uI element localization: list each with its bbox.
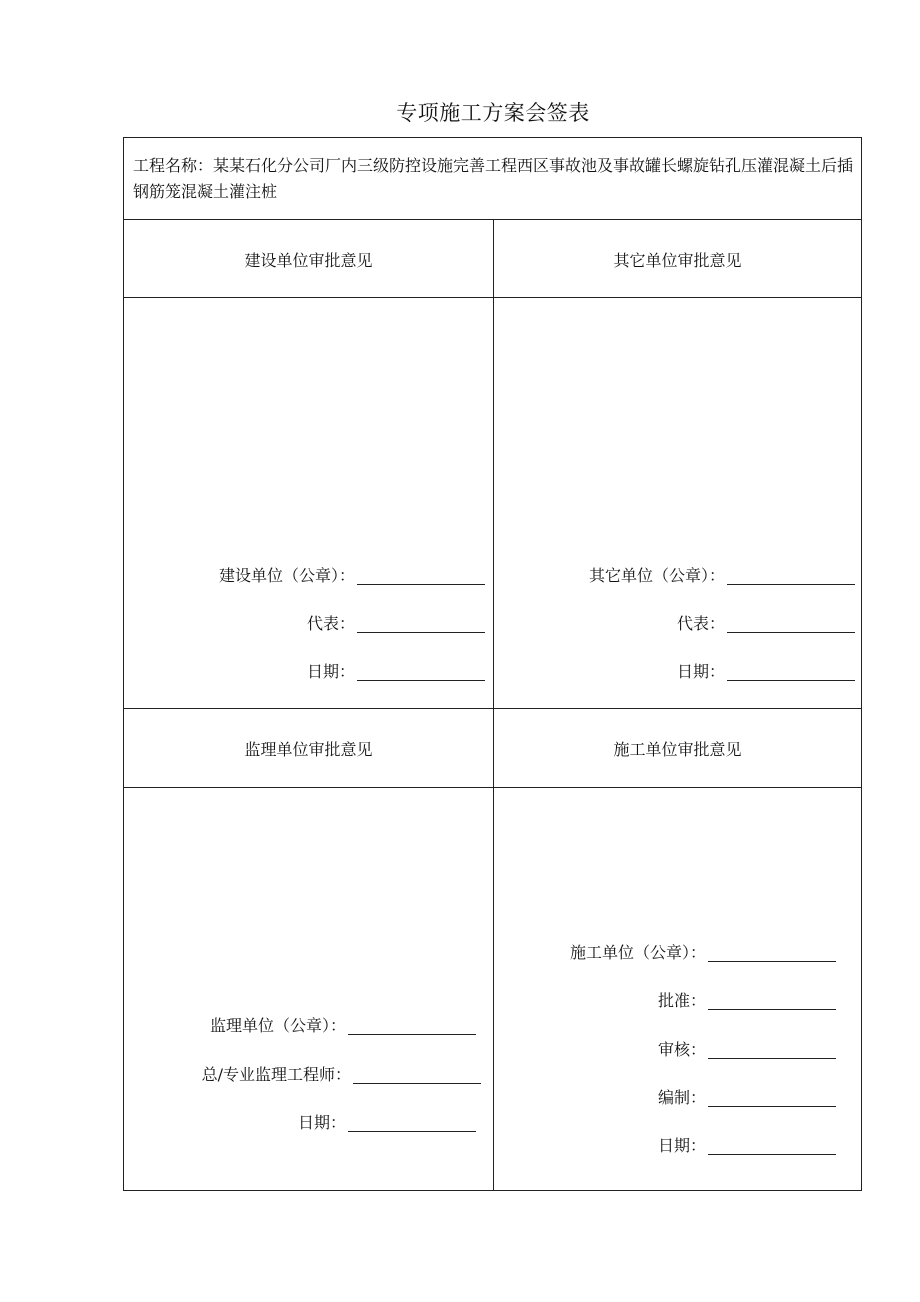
field-label: 日期： <box>676 662 725 681</box>
supervision-seal-field[interactable] <box>124 1015 476 1037</box>
signature-line[interactable] <box>357 632 485 633</box>
field-label: 编制： <box>657 1088 706 1107</box>
contractor-heading: 施工单位审批意见 <box>613 740 742 759</box>
page-title: 专项施工方案会签表 <box>396 101 590 125</box>
field-label: 审核： <box>657 1040 706 1059</box>
owner-representative-field[interactable] <box>124 613 485 635</box>
supervision-date-field[interactable] <box>124 1112 476 1134</box>
contractor-seal-field[interactable] <box>493 942 836 964</box>
project-label: 工程名称： <box>133 156 214 175</box>
signature-line[interactable] <box>708 961 836 962</box>
signature-line[interactable] <box>357 584 485 585</box>
contractor-review-field[interactable] <box>493 1039 836 1061</box>
field-label: 日期： <box>657 1136 706 1155</box>
field-label: 建设单位（公章）： <box>218 566 355 585</box>
signature-line[interactable] <box>708 1058 836 1059</box>
project-name-row <box>133 153 858 205</box>
field-label: 施工单位（公章）： <box>569 943 706 962</box>
signature-line[interactable] <box>727 584 855 585</box>
signature-line[interactable] <box>708 1106 836 1107</box>
field-label: 其它单位（公章）： <box>588 566 725 585</box>
project-name: 某某石化分公司厂内三级防控设施完善工程西区事故池及事故罐长螺旋钻孔压灌混凝土后插钢筋笼混凝土灌注桩 <box>133 156 854 201</box>
contractor-prepared-field[interactable] <box>493 1087 836 1109</box>
signature-line[interactable] <box>348 1034 476 1035</box>
signature-line[interactable] <box>727 632 855 633</box>
signature-line[interactable] <box>357 680 485 681</box>
field-label: 总/专业监理工程师： <box>201 1065 351 1084</box>
field-label: 代表： <box>676 614 725 633</box>
other-heading: 其它单位审批意见 <box>613 251 742 270</box>
field-label: 日期： <box>297 1113 346 1132</box>
contractor-approval-field[interactable] <box>493 990 836 1012</box>
owner-heading: 建设单位审批意见 <box>244 251 373 270</box>
field-label: 代表： <box>306 614 355 633</box>
field-label: 批准： <box>657 991 706 1010</box>
signature-line[interactable] <box>708 1009 836 1010</box>
signature-line[interactable] <box>708 1154 836 1155</box>
sign-off-form <box>123 137 862 1191</box>
supervising-engineer-field[interactable] <box>124 1064 481 1086</box>
owner-date-field[interactable] <box>124 661 485 683</box>
signature-line[interactable] <box>727 680 855 681</box>
field-label: 日期： <box>306 662 355 681</box>
signature-line[interactable] <box>348 1131 476 1132</box>
signature-line[interactable] <box>353 1083 481 1084</box>
owner-seal-field[interactable] <box>124 565 485 587</box>
contractor-date-field[interactable] <box>493 1135 836 1157</box>
supervision-heading: 监理单位审批意见 <box>244 740 373 759</box>
field-label: 监理单位（公章）： <box>209 1016 346 1035</box>
other-seal-field[interactable] <box>493 565 855 587</box>
other-representative-field[interactable] <box>493 613 855 635</box>
other-date-field[interactable] <box>493 661 855 683</box>
